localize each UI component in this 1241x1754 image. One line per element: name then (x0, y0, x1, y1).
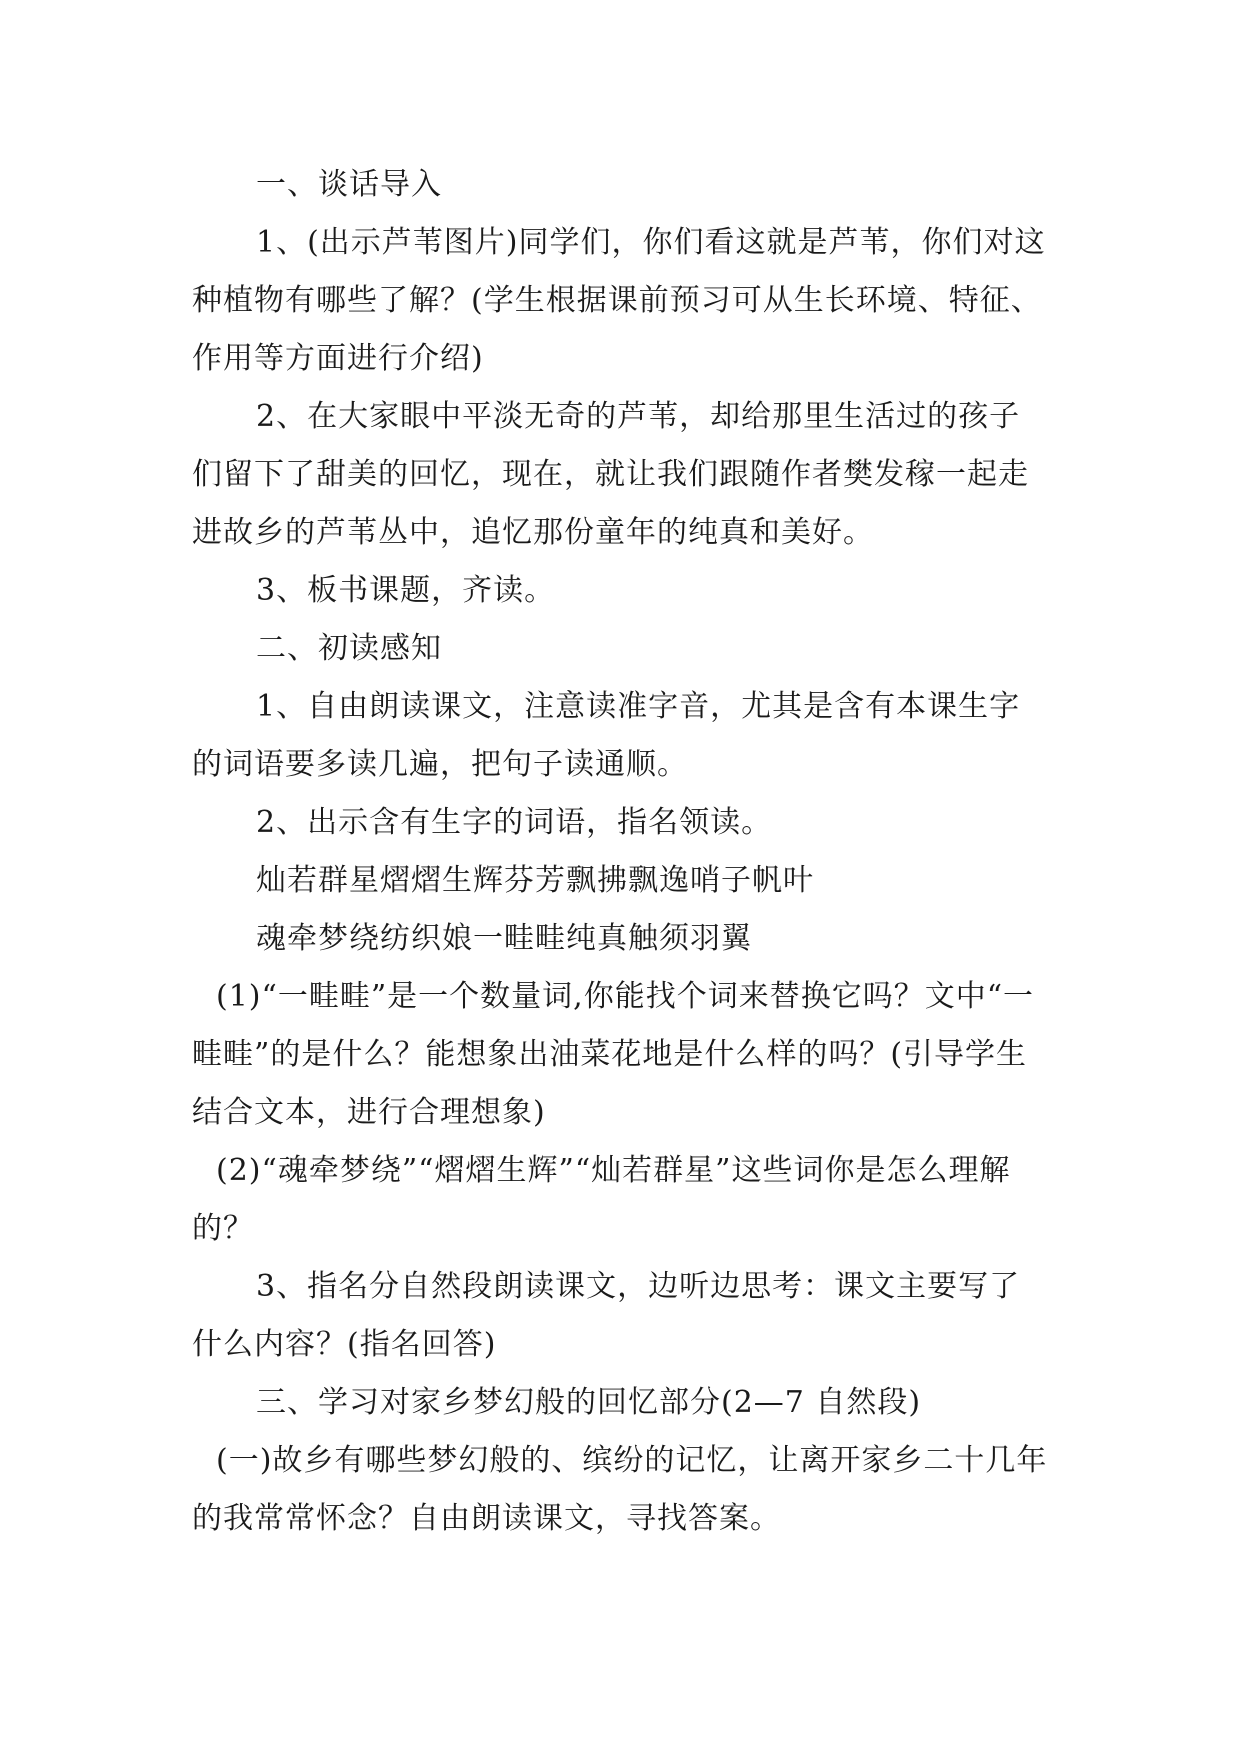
document-body (192, 156, 1049, 1548)
section-heading-1: 一、谈话导入 (256, 167, 442, 202)
paragraph: 2、在大家眼中平淡无奇的芦苇，却给那里生活过的孩子们留下了甜美的回忆，现在，就让我们跟随作者樊发稼一起走进故乡的芦苇丛中，追忆那份童年的纯真和美好。 (192, 399, 1029, 550)
paragraph: 3、指名分自然段朗读课文，边听边思考：课文主要写了什么内容？(指名回答) (192, 1269, 1021, 1362)
paragraph: 3、板书课题，齐读。 (256, 573, 556, 608)
vocabulary-line-2: 魂牵梦绕纺织娘一畦畦纯真触须羽翼 (256, 921, 752, 956)
question-paragraph: (1)“一畦畦”是一个数量词,你能找个词来替换它吗？文中“一畦畦”的是什么？能想象出油菜花地是什么样的吗？(引导学生结合文本，进行合理想象) (192, 979, 1035, 1130)
section-heading-2: 二、初读感知 (256, 631, 442, 666)
paragraph: (一)故乡有哪些梦幻般的、缤纷的记忆，让离开家乡二十几年的我常常怀念？自由朗读课文，寻找答案。 (192, 1443, 1048, 1536)
paragraph: 2、出示含有生字的词语，指名领读。 (256, 805, 773, 840)
vocabulary-line-1: 灿若群星熠熠生辉芬芳飘拂飘逸哨子帆叶 (256, 863, 814, 898)
question-paragraph: (2)“魂牵梦绕”“熠熠生辉”“灿若群星”这些词你是怎么理解的？ (192, 1153, 1011, 1246)
section-heading-3: 三、学习对家乡梦幻般的回忆部分(2—7 自然段) (256, 1385, 922, 1420)
paragraph: 1、自由朗读课文，注意读准字音，尤其是含有本课生字的词语要多读几遍，把句子读通顺。 (192, 689, 1021, 782)
paragraph: 1、(出示芦苇图片)同学们，你们看这就是芦苇，你们对这种植物有哪些了解？(学生根据课前预习可从生长环境、特征、作用等方面进行介绍) (192, 225, 1046, 376)
